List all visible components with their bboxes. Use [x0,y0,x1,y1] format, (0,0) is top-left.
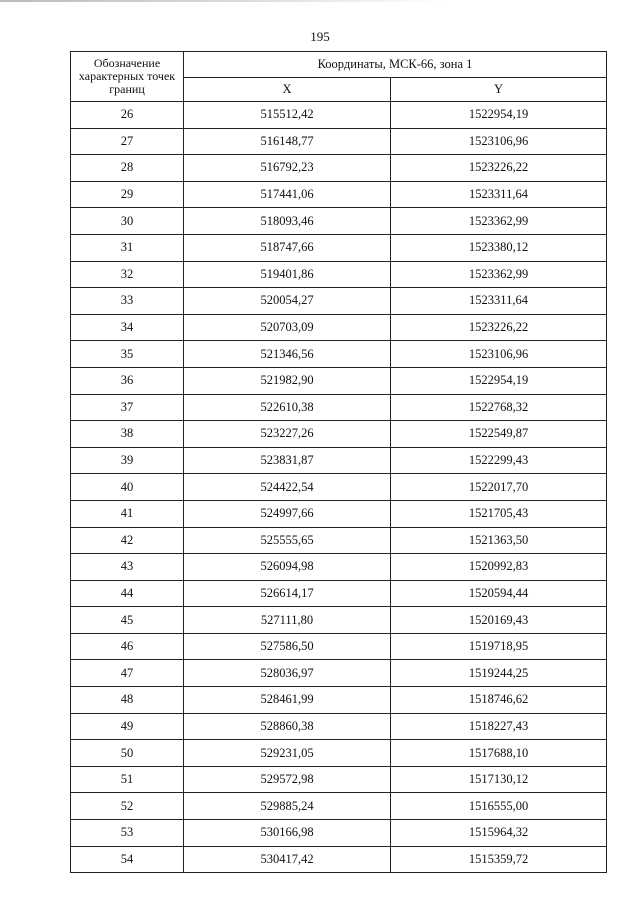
x-coordinate-cell: 530166,98 [184,820,391,847]
x-coordinate-cell: 528036,97 [184,660,391,687]
y-coordinate-cell: 1522954,19 [391,367,607,394]
y-coordinate-cell: 1523226,22 [391,314,607,341]
y-coordinate-cell: 1521363,50 [391,527,607,554]
table-row [71,633,607,660]
table-row [71,421,607,448]
x-coordinate-cell: 528461,99 [184,687,391,714]
y-coordinate-cell: 1523106,96 [391,128,607,155]
y-coordinate-cell: 1517130,12 [391,766,607,793]
x-coordinate-cell: 529572,98 [184,766,391,793]
table-row [71,846,607,873]
table-row [71,687,607,714]
table-body [71,102,607,873]
y-column-header: Y [391,78,607,102]
point-cell: 41 [71,500,184,527]
point-cell: 46 [71,633,184,660]
table-row [71,554,607,581]
table-row [71,208,607,235]
y-coordinate-cell: 1519244,25 [391,660,607,687]
x-column-header: X [184,78,391,102]
y-coordinate-cell: 1522017,70 [391,474,607,501]
y-coordinate-cell: 1516555,00 [391,793,607,820]
y-coordinate-cell: 1523380,12 [391,234,607,261]
x-coordinate-cell: 520703,09 [184,314,391,341]
table-header [71,52,607,102]
table-row [71,580,607,607]
header-row-1 [71,52,607,78]
point-cell: 36 [71,367,184,394]
table-row [71,367,607,394]
y-coordinate-cell: 1520992,83 [391,554,607,581]
table-row [71,128,607,155]
y-coordinate-cell: 1522299,43 [391,447,607,474]
y-coordinate-cell: 1520594,44 [391,580,607,607]
point-cell: 50 [71,740,184,767]
x-coordinate-cell: 520054,27 [184,288,391,315]
point-cell: 35 [71,341,184,368]
x-coordinate-cell: 517441,06 [184,181,391,208]
x-coordinate-cell: 521982,90 [184,367,391,394]
table-row [71,713,607,740]
x-coordinate-cell: 518747,66 [184,234,391,261]
y-coordinate-cell: 1520169,43 [391,607,607,634]
table-row [71,288,607,315]
point-cell: 27 [71,128,184,155]
point-cell: 28 [71,155,184,182]
table-row [71,740,607,767]
table-row [71,766,607,793]
point-cell: 38 [71,421,184,448]
table-row [71,314,607,341]
point-cell: 42 [71,527,184,554]
x-coordinate-cell: 515512,42 [184,102,391,129]
x-coordinate-cell: 529231,05 [184,740,391,767]
y-coordinate-cell: 1515359,72 [391,846,607,873]
point-cell: 43 [71,554,184,581]
y-coordinate-cell: 1518227,43 [391,713,607,740]
point-cell: 52 [71,793,184,820]
x-coordinate-cell: 529885,24 [184,793,391,820]
y-coordinate-cell: 1523311,64 [391,181,607,208]
x-coordinate-cell: 526094,98 [184,554,391,581]
table-row [71,447,607,474]
point-cell: 30 [71,208,184,235]
y-coordinate-cell: 1523311,64 [391,288,607,315]
x-coordinate-cell: 526614,17 [184,580,391,607]
point-cell: 26 [71,102,184,129]
y-coordinate-cell: 1522954,19 [391,102,607,129]
table-row [71,793,607,820]
point-cell: 54 [71,846,184,873]
x-coordinate-cell: 530417,42 [184,846,391,873]
point-cell: 48 [71,687,184,714]
x-coordinate-cell: 523831,87 [184,447,391,474]
y-coordinate-cell: 1523362,99 [391,261,607,288]
point-cell: 29 [71,181,184,208]
x-coordinate-cell: 516792,23 [184,155,391,182]
y-coordinate-cell: 1521705,43 [391,500,607,527]
y-coordinate-cell: 1523362,99 [391,208,607,235]
x-coordinate-cell: 522610,38 [184,394,391,421]
x-coordinate-cell: 519401,86 [184,261,391,288]
table-row [71,394,607,421]
coordinates-table [70,51,607,873]
point-cell: 34 [71,314,184,341]
point-cell: 45 [71,607,184,634]
table-row [71,474,607,501]
y-coordinate-cell: 1523226,22 [391,155,607,182]
scan-edge [0,0,640,2]
x-coordinate-cell: 518093,46 [184,208,391,235]
table-row [71,527,607,554]
point-cell: 53 [71,820,184,847]
x-coordinate-cell: 524422,54 [184,474,391,501]
point-cell: 39 [71,447,184,474]
table-row [71,181,607,208]
x-coordinate-cell: 523227,26 [184,421,391,448]
y-coordinate-cell: 1515964,32 [391,820,607,847]
y-coordinate-cell: 1517688,10 [391,740,607,767]
point-cell: 33 [71,288,184,315]
x-coordinate-cell: 528860,38 [184,713,391,740]
point-cell: 37 [71,394,184,421]
x-coordinate-cell: 525555,65 [184,527,391,554]
point-cell: 44 [71,580,184,607]
point-cell: 49 [71,713,184,740]
page-number: 195 [310,29,330,44]
point-cell: 51 [71,766,184,793]
coordinates-system-header: Координаты, МСК-66, зона 1 [184,52,607,78]
table-row [71,607,607,634]
table-row [71,102,607,129]
table-row [71,660,607,687]
table-row [71,820,607,847]
y-coordinate-cell: 1522549,87 [391,421,607,448]
x-coordinate-cell: 527586,50 [184,633,391,660]
table-row [71,261,607,288]
y-coordinate-cell: 1522768,32 [391,394,607,421]
table-row [71,500,607,527]
point-designation-header: Обозначение характерных точек границ [71,52,184,102]
x-coordinate-cell: 527111,80 [184,607,391,634]
x-coordinate-cell: 516148,77 [184,128,391,155]
y-coordinate-cell: 1519718,95 [391,633,607,660]
x-coordinate-cell: 524997,66 [184,500,391,527]
y-coordinate-cell: 1523106,96 [391,341,607,368]
point-cell: 47 [71,660,184,687]
point-cell: 32 [71,261,184,288]
table-row [71,234,607,261]
table-row [71,341,607,368]
table-row [71,155,607,182]
point-cell: 40 [71,474,184,501]
y-coordinate-cell: 1518746,62 [391,687,607,714]
x-coordinate-cell: 521346,56 [184,341,391,368]
point-cell: 31 [71,234,184,261]
